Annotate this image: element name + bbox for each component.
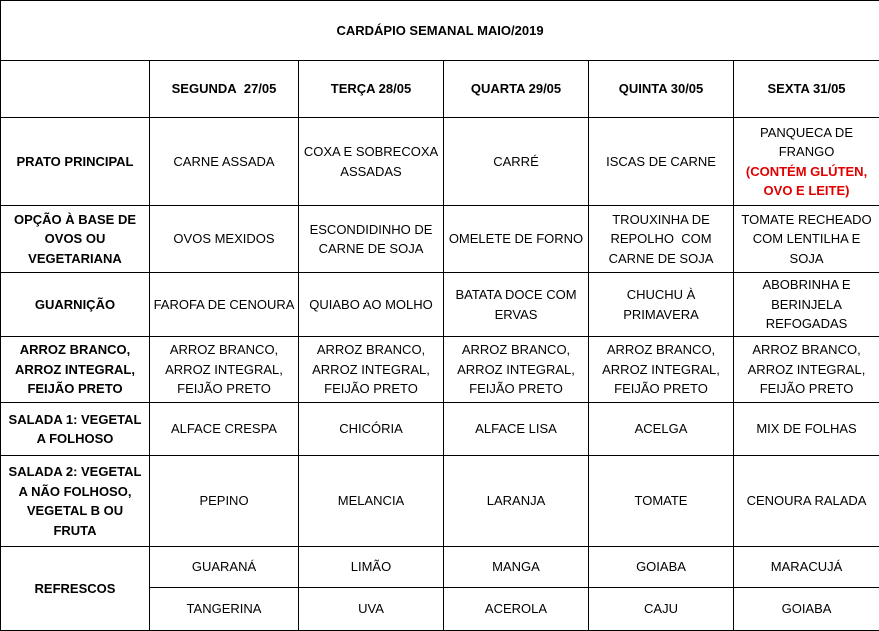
day-header-friday: SEXTA 31/05 — [734, 61, 879, 118]
table-row-salad-1 — [1, 403, 879, 456]
menu-cell: TOMATE RECHEADO COM LENTILHA E SOJA — [734, 206, 879, 273]
row-label-salad-2: SALADA 2: VEGETAL A NÃO FOLHOSO, VEGETAL B OU FRUTA — [1, 456, 150, 547]
menu-cell: OVOS MEXIDOS — [150, 206, 299, 273]
row-label-main-dish: PRATO PRINCIPAL — [1, 118, 150, 206]
menu-cell: TROUXINHA DE REPOLHO COM CARNE DE SOJA — [589, 206, 734, 273]
menu-cell: CHUCHU À PRIMAVERA — [589, 273, 734, 337]
table-row-side-dish — [1, 273, 879, 337]
header-row — [1, 61, 879, 118]
menu-cell: CAJU — [589, 588, 734, 631]
menu-cell: BATATA DOCE COM ERVAS — [444, 273, 589, 337]
menu-cell: ABOBRINHA E BERINJELA REFOGADAS — [734, 273, 879, 337]
corner-cell — [1, 61, 150, 118]
menu-cell: LIMÃO — [299, 547, 444, 588]
menu-cell: GOIABA — [734, 588, 879, 631]
menu-cell: MANGA — [444, 547, 589, 588]
allergen-warning-text: (CONTÉM GLÚTEN, OVO E LEITE) — [737, 162, 876, 201]
menu-cell: CHICÓRIA — [299, 403, 444, 456]
menu-cell: CARNE ASSADA — [150, 118, 299, 206]
menu-cell: LARANJA — [444, 456, 589, 547]
menu-cell: CENOURA RALADA — [734, 456, 879, 547]
menu-cell: UVA — [299, 588, 444, 631]
day-header-thursday: QUINTA 30/05 — [589, 61, 734, 118]
menu-cell: ARROZ BRANCO, ARROZ INTEGRAL, FEIJÃO PRETO — [444, 337, 589, 403]
menu-cell: TANGERINA — [150, 588, 299, 631]
menu-cell: ACELGA — [589, 403, 734, 456]
menu-cell: ISCAS DE CARNE — [589, 118, 734, 206]
menu-cell: ALFACE CRESPA — [150, 403, 299, 456]
menu-cell: OMELETE DE FORNO — [444, 206, 589, 273]
menu-cell: ACEROLA — [444, 588, 589, 631]
menu-cell: GOIABA — [589, 547, 734, 588]
row-label-vegetarian-option: OPÇÃO À BASE DE OVOS OU VEGETARIANA — [1, 206, 150, 273]
menu-cell: ESCONDIDINHO DE CARNE DE SOJA — [299, 206, 444, 273]
menu-cell: CARRÉ — [444, 118, 589, 206]
menu-cell: FAROFA DE CENOURA — [150, 273, 299, 337]
menu-cell: ARROZ BRANCO, ARROZ INTEGRAL, FEIJÃO PRETO — [734, 337, 879, 403]
menu-cell: QUIABO AO MOLHO — [299, 273, 444, 337]
menu-cell: ARROZ BRANCO, ARROZ INTEGRAL, FEIJÃO PRETO — [589, 337, 734, 403]
menu-cell: PEPINO — [150, 456, 299, 547]
day-header-wednesday: QUARTA 29/05 — [444, 61, 589, 118]
day-header-monday: SEGUNDA 27/05 — [150, 61, 299, 118]
row-label-salad-1: SALADA 1: VEGETAL A FOLHOSO — [1, 403, 150, 456]
table-row-vegetarian-option — [1, 206, 879, 273]
menu-cell: ALFACE LISA — [444, 403, 589, 456]
table-row-salad-2 — [1, 456, 879, 547]
row-label-drinks: REFRESCOS — [1, 547, 150, 631]
menu-cell: MIX DE FOLHAS — [734, 403, 879, 456]
row-label-side-dish: GUARNIÇÃO — [1, 273, 150, 337]
day-header-tuesday: TERÇA 28/05 — [299, 61, 444, 118]
menu-cell: GUARANÁ — [150, 547, 299, 588]
menu-cell: COXA E SOBRECOXA ASSADAS — [299, 118, 444, 206]
table-row-rice-beans — [1, 337, 879, 403]
table-row-main-dish — [1, 118, 879, 206]
menu-cell: MARACUJÁ — [734, 547, 879, 588]
menu-cell: TOMATE — [589, 456, 734, 547]
page-title: CARDÁPIO SEMANAL MAIO/2019 — [1, 1, 879, 61]
table-row-drinks-top — [1, 547, 879, 588]
menu-cell: MELANCIA — [299, 456, 444, 547]
menu-item-text: PANQUECA DE FRANGO — [737, 123, 876, 162]
menu-cell: ARROZ BRANCO, ARROZ INTEGRAL, FEIJÃO PRETO — [299, 337, 444, 403]
title-row — [1, 1, 879, 61]
row-label-rice-beans: ARROZ BRANCO, ARROZ INTEGRAL, FEIJÃO PRETO — [1, 337, 150, 403]
menu-cell-with-allergen-warning — [734, 118, 879, 206]
menu-cell: ARROZ BRANCO, ARROZ INTEGRAL, FEIJÃO PRETO — [150, 337, 299, 403]
